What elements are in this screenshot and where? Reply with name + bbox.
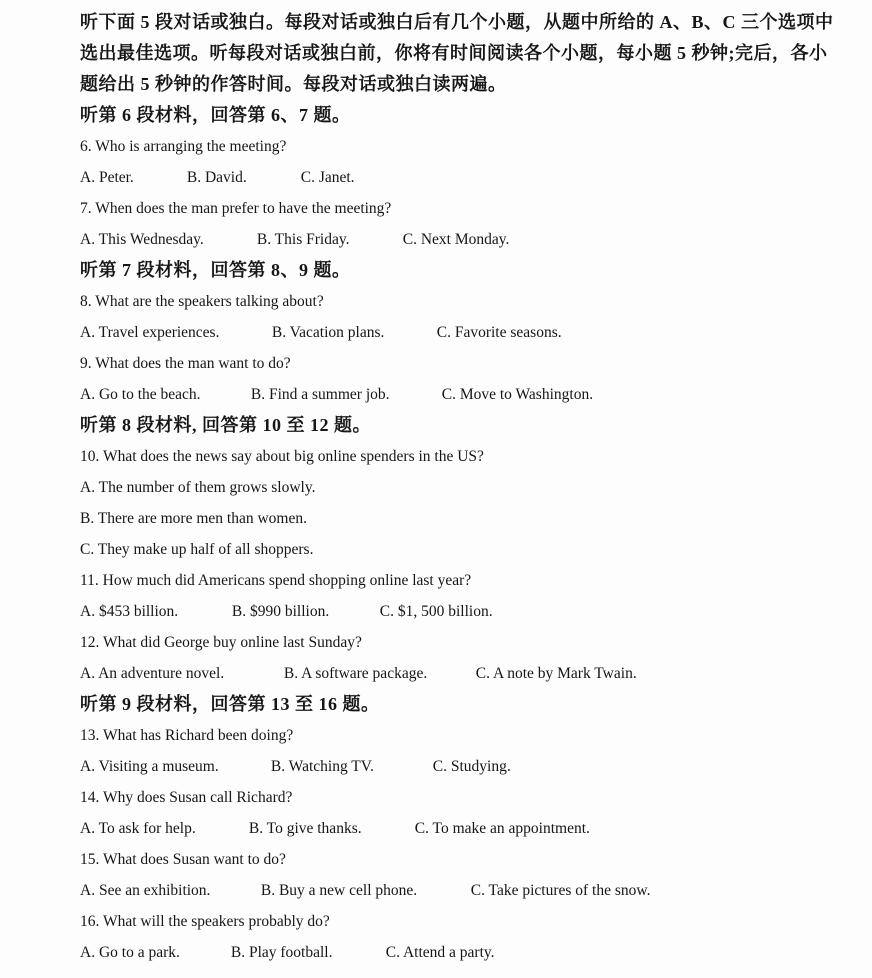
question-16-option-a: A. Go to a park. — [80, 944, 180, 961]
question-16-text: 16. What will the speakers probably do? — [80, 913, 330, 930]
question-9-option-a: A. Go to the beach. — [80, 386, 201, 403]
question-14-option-c: C. To make an appointment. — [414, 820, 590, 837]
question-12-option-c: C. A note by Mark Twain. — [475, 665, 637, 682]
intro-line-2: 选出最佳选项。听每段对话或独白前，你将有时间阅读各个小题，每小题 5 秒钟;完后，各小 — [80, 43, 828, 63]
section-heading-material-6: 听第 6 段材料，回答第 6、7 题。 — [80, 105, 351, 125]
question-13-text: 13. What has Richard been doing? — [80, 727, 294, 744]
question-7-option-c: C. Next Monday. — [402, 231, 510, 248]
question-6-option-c: C. Janet. — [300, 169, 355, 186]
question-6-text: 6. Who is arranging the meeting? — [80, 138, 287, 155]
question-11-option-c: C. $1, 500 billion. — [379, 603, 493, 620]
question-6-option-b: B. David. — [186, 169, 247, 186]
section-heading-material-8: 听第 8 段材料, 回答第 10 至 12 题。 — [80, 415, 371, 435]
question-9-text: 9. What does the man want to do? — [80, 355, 291, 372]
question-9-option-b: B. Find a summer job. — [250, 386, 390, 403]
question-12-option-a: A. An adventure novel. — [80, 665, 225, 682]
question-15-option-b: B. Buy a new cell phone. — [260, 882, 418, 899]
question-14-option-a: A. To ask for help. — [80, 820, 196, 837]
question-16-option-c: C. Attend a party. — [385, 944, 495, 961]
intro-line-1: 听下面 5 段对话或独白。每段对话或独白后有几个小题，从题中所给的 A、B、C 三个选项中 — [80, 12, 834, 32]
question-6-option-a: A. Peter. — [80, 169, 134, 186]
question-12-options — [80, 658, 844, 689]
question-8-option-c: C. Favorite seasons. — [436, 324, 562, 341]
question-8-options — [80, 317, 844, 348]
question-13-options — [80, 751, 844, 782]
question-8-option-a: A. Travel experiences. — [80, 324, 220, 341]
question-15-options — [80, 875, 844, 906]
question-8-option-b: B. Vacation plans. — [271, 324, 385, 341]
question-8-text: 8. What are the speakers talking about? — [80, 293, 324, 310]
question-7-option-a: A. This Wednesday. — [80, 231, 204, 248]
question-11-option-a: A. $453 billion. — [80, 603, 179, 620]
question-15-text: 15. What does Susan want to do? — [80, 851, 286, 868]
question-11-options — [80, 596, 844, 627]
intro-line-3: 题给出 5 秒钟的作答时间。每段对话或独白读两遍。 — [80, 74, 507, 94]
question-12-option-b: B. A software package. — [283, 665, 428, 682]
section-heading-material-7: 听第 7 段材料，回答第 8、9 题。 — [80, 260, 351, 280]
question-15-option-c: C. Take pictures of the snow. — [470, 882, 651, 899]
question-13-option-c: C. Studying. — [432, 758, 511, 775]
section-heading-material-9: 听第 9 段材料，回答第 13 至 16 题。 — [80, 694, 380, 714]
question-9-options — [80, 379, 844, 410]
question-12-text: 12. What did George buy online last Sunday? — [80, 634, 362, 651]
question-7-option-b: B. This Friday. — [256, 231, 350, 248]
question-10-text: 10. What does the news say about big online spenders in the US? — [80, 448, 484, 465]
question-9-option-c: C. Move to Washington. — [441, 386, 594, 403]
question-14-options — [80, 813, 844, 844]
question-14-option-b: B. To give thanks. — [248, 820, 362, 837]
question-13-option-b: B. Watching TV. — [270, 758, 374, 775]
question-10-option-b: B. There are more men than women. — [80, 510, 307, 527]
question-16-option-b: B. Play football. — [230, 944, 333, 961]
question-7-options — [80, 224, 844, 255]
question-11-option-b: B. $990 billion. — [231, 603, 330, 620]
question-11-text: 11. How much did Americans spend shopping online last year? — [80, 572, 472, 589]
question-10-option-c: C. They make up half of all shoppers. — [80, 541, 314, 558]
question-13-option-a: A. Visiting a museum. — [80, 758, 219, 775]
question-15-option-a: A. See an exhibition. — [80, 882, 211, 899]
question-16-options — [80, 937, 844, 968]
question-7-text: 7. When does the man prefer to have the meeting? — [80, 200, 392, 217]
question-6-options — [80, 162, 844, 193]
question-10-option-a: A. The number of them grows slowly. — [80, 479, 316, 496]
question-14-text: 14. Why does Susan call Richard? — [80, 789, 293, 806]
